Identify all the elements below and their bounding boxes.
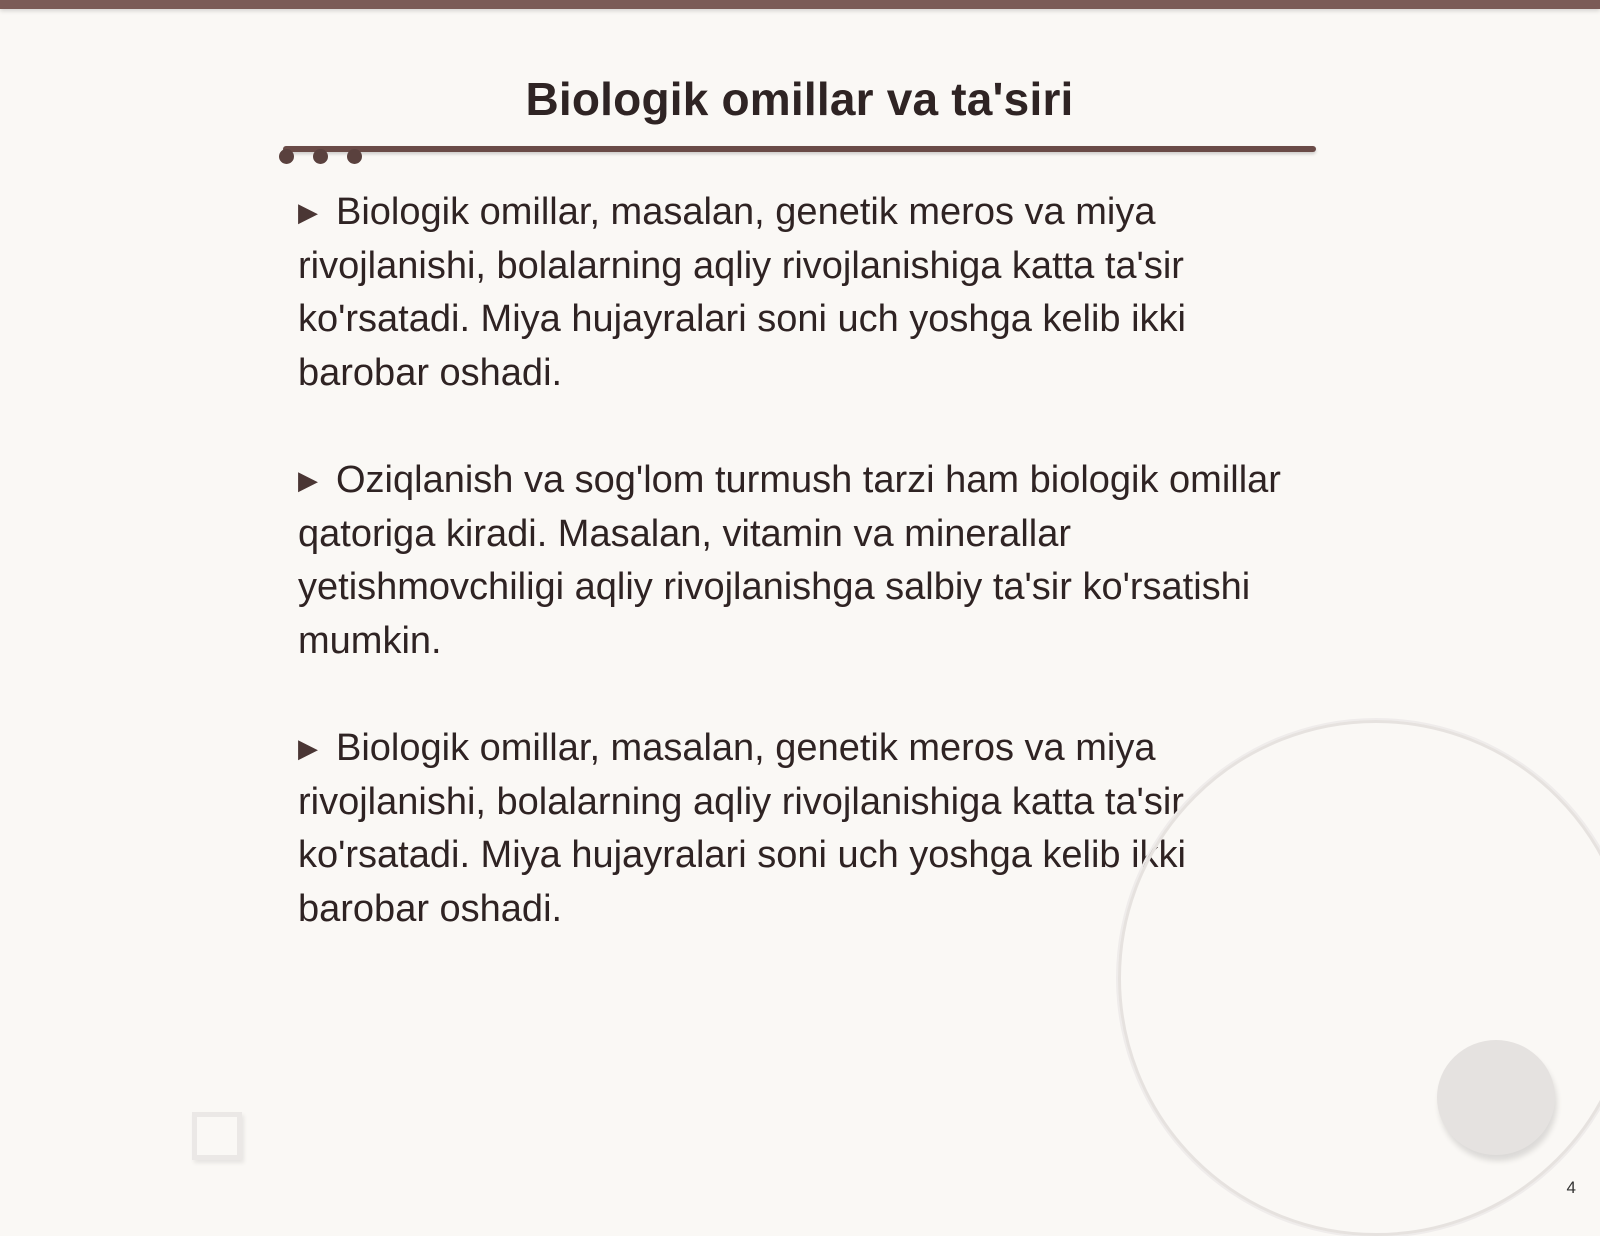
bullet-text-3: Biologik omillar, masalan, genetik meros va miya rivojlanishi, bolalarning aqliy rivojlanishiga katta ta'sir ko'rsatadi. Miya hujayralari soni uch yoshga kelib ikki barobar oshadi. bbox=[298, 727, 1186, 930]
underline-dot-3 bbox=[347, 149, 362, 164]
triangle-right-icon: ▶ bbox=[298, 197, 318, 227]
slide-title: Biologik omillar va ta'siri bbox=[525, 73, 1074, 125]
bullet-text-2: Oziqlanish va sog'lom turmush tarzi ham biologik omillar qatoriga kiradi. Masalan, vitamin va minerallar yetishmovchiligi aqliy rivojlanishga salbiy ta'sir ko'rsatishi mumkin. bbox=[298, 459, 1281, 662]
title-underline bbox=[283, 146, 1316, 152]
bullet-text-1: Biologik omillar, masalan, genetik meros va miya rivojlanishi, bolalarning aqliy rivojlanishiga katta ta'sir ko'rsatadi. Miya hujayralari soni uch yoshga kelib ikki barobar oshadi. bbox=[298, 191, 1186, 394]
top-accent-bar bbox=[0, 0, 1600, 9]
triangle-right-icon: ▶ bbox=[298, 733, 318, 763]
decorative-ring bbox=[1118, 720, 1600, 1236]
underline-dot-2 bbox=[313, 149, 328, 164]
decorative-disk bbox=[1437, 1040, 1555, 1155]
triangle-right-icon: ▶ bbox=[298, 465, 318, 495]
decorative-square bbox=[192, 1112, 242, 1160]
underline-dot-1 bbox=[279, 149, 294, 164]
bullet-item-1 bbox=[298, 186, 1298, 400]
bullet-item-2 bbox=[298, 454, 1298, 668]
page-number: 4 bbox=[1566, 1178, 1576, 1197]
